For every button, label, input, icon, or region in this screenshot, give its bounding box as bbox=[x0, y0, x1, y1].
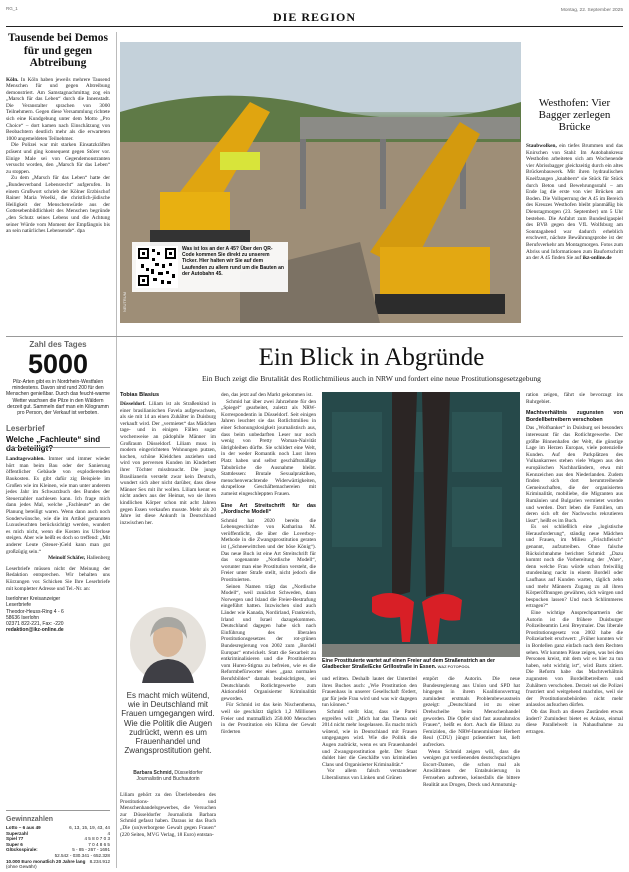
gewinnzahlen bbox=[6, 816, 110, 870]
gewinn-row: 52.542 - 030.341 - 652.328 bbox=[54, 852, 110, 858]
website-link[interactable]: ikz-online.de bbox=[582, 255, 612, 262]
dateline: Landtagswahlen. bbox=[6, 456, 45, 463]
legs-illustration bbox=[322, 392, 520, 657]
quote-attribution bbox=[120, 770, 216, 782]
article-body: Staubwolken, ein tiefes Brummen und das Knirschen von Stahl: Im Autobahnkreuz Westhofen arbeiteten sich am Wochenende vier Abrissbagger gleichzeitig durch ein altes Brückenbauwerk. Mit ihren hydraulischen Kneifzangen „knabbern“ sie Stück für Stück durch Beton und Bewehrungsstahl – am Ende lag die erste von vier Brücken am Boden. Die Vollsperrung der A 45 im Bereich des Kreuzes Westhofen bleibt planmäßig bis Dienstagmorgen (23. September) um 5 Uhr bestehen. Die Anfahrt zum Bundesligaspiel des BVB gegen den VfL Wolfsburg am Sonntagabend war dadurch erheblich erschwert, nächste Bewährungsprobe ist der Berufsverkehr am Montagmorgen. Fotos zum Abriss und Informationen zum Baufortschritt an der A 45 finden Sie auf ikz-online.de bbox=[526, 143, 623, 262]
main-author: Tobias Blasius bbox=[120, 392, 160, 398]
leserbrief-email[interactable]: redaktion@ikz-online.de bbox=[6, 627, 64, 634]
leserbrief-author: Meinolf Schäfer, bbox=[48, 555, 86, 562]
article-headline: Westhofen: Vier Bagger zerlegen Brücke bbox=[538, 97, 611, 133]
quote-author: Barbara Schmid, bbox=[133, 770, 173, 776]
zahl-number: 5000 bbox=[27, 349, 89, 379]
gewinn-row: Glücksspirale: 5 - 85 - 267 - 1691 bbox=[6, 847, 110, 853]
zahl-label: Zahl des Tages bbox=[29, 340, 87, 349]
main-col-1: Tobias Blasius Düsseldorf. Liliam ist als Straßenkind in einer brasilianischen Favela aufgewachsen, als sie mit 14 an einen Zuhälter in Duisburg verkauft wird. Der „vermietet“ das Mädchen tage- und in einigen Fällen sogar wochenweise an pädophile Männer im Großraum Düsseldorf. Liliam muss in modern eingerichteten Wohnungen putzen, kochen, schöne Kleidchen anziehen und wird von perversen Kunden im Kinderbett ihrer Töchter missbraucht. Die junge Brasilianerin versteht zwar kein Deutsch, wundert sich aber nicht darüber, dass diese Männer Sex mit ihr wollen. Liliam kennt es nicht anders aus der Heimat, wo sie ihren kindlichen Körper schon mit acht Jahren gegen Essen verkaufen musste. Mehr als 20 Jahre ist diese Ankunft in Deutschland inzwischen her. bbox=[120, 392, 216, 526]
article-headline: Tausende bei Demos für und gegen Abtreibung bbox=[8, 32, 108, 69]
gewinn-row: 10.000 Euro monatlich 20 Jahre lang 8.234.912 bbox=[6, 858, 110, 864]
main-headline: Ein Blick in Abgründe bbox=[258, 344, 485, 371]
qr-code-icon[interactable] bbox=[136, 246, 178, 288]
street-photo bbox=[322, 392, 520, 657]
leserbrief-body: Landtagswahlen. Immer und immer wieder hört man beim Bau oder der Sanierung öffentlicher Gebäude von explodierenden Baukosten. Es gibt dafür zig Beispiele im Großen wie im Kleinen, wie man unter anderem jedes Jahr im Schwarzbuch des Bundes der Steuerzahler nachlesen kann. Ich frage mich dann jedes Mal, welche „Fachleute“ an der Planung beteiligt waren. Wenn dann auch noch Sonderwünsche, wie die im Artikel genannten Luxusleuchten berücksichtigt werden, wundert es mich nicht, wenn die Kosten ins Uferlose steigen. Aber wie heißt es doch so treffend: „Mit anderer Leute (Steuer-)Geld kann man gut großzügig sein.“ Meinolf Schäfer, Hallenberg bbox=[6, 456, 110, 562]
article-abtreibung bbox=[6, 32, 110, 235]
section-title: DIE REGION bbox=[272, 10, 356, 24]
main-col-2: den, das jetzt auf den Markt gekommen ist. Schmid hat über zwei Jahrzehnte für den „Spiegel“ gearbeitet, zuletzt als NRW-Korrespondentin in Düsseldorf. Seit einigen Jahren leuchtet sie das Rotlichtmilieu in einer Schonungslosigkeit journalistisch aus, dass beim unbedarften Leser nur noch wenig von Pretty Woman-Naivität übrigbleiben dürfte. Sie schildert eine Welt, in der weder Romantik noch Lust ihren Platz haben und selbst geschäftsmäßige Tabubrüche die Ausnahme bleibt. Stattdessen: Brutale Sexualpraktiken, menschenverachtende Widerwärtigkeiten, skrupellose Geschäftemachereien mit zumeist eingeschleppten Frauen. Eine Art Streitschrift für das „Nordische Modell“ Schmid hat 2020 bereits die Lebensgeschichte von Katharina M. veröffentlicht, die über die Loverboy-Methode in die Zwangsprostitution geraten ist („Schneewittchen und der böse König“). Das neue Buch ist eine Art Streitschrift für das sogenannte „Nordische Modell“, worunter man eine Prostitution versteht, die Freier unter Strafe stellt, nicht jedoch die Prostituierten. Seinen Namen trägt das „Nordische Modell“, weil zunächst Schweden, dann Norwegen und Island die Freier-Bestrafung eingeführt hatten. Inzwischen sind auch Länder wie Kanada, Nordirland, Frankreich, Irland und Israel dazugekommen. Deutschland dagegen habe sich nach Einführung des liberalen Prostitutionsgesetzes der rot-grünen Bundesregierung von 2002 zum „Bordell Europas“ entwickelt. Statt die Sexarbeit zu entkriminalisieren und die Prostituierten vom Huren-Stigma zu befreien, wie es die Reformbefürworter eines „ganz normalen Berufsbildes“ damals beabsichtigten, sei Deutschlands Rotlichtgewerbe zum Aktionsfeld Organisierter Kriminalität geworden. Für Schmid ist das kein Nischenthema, weil sie geschätzt täglich 1,2 Millionen Freier und mutmaßlich 250.000 Menschen in der Prostitution ein Klima der Gewalt förderten bbox=[221, 392, 316, 735]
gewinn-row: Lotto – 6 aus 49 6, 13, 15, 19, 43, 44 bbox=[6, 825, 110, 830]
portrait-photo bbox=[120, 605, 216, 685]
subheading: Machtverhältnis zugunsten von Bordellbetreibern verschoben bbox=[526, 410, 623, 423]
subheading: Eine Art Streitschrift für das „Nordische Modell“ bbox=[221, 502, 316, 516]
gewinn-disclaimer: (ohne Gewähr) bbox=[6, 864, 37, 870]
gewinn-label: Gewinnzahlen bbox=[6, 816, 54, 823]
bridge-demolition-photo bbox=[120, 42, 521, 323]
photo-credit: NEUTRUM bbox=[122, 292, 127, 312]
main-col-5: ration zeigen, fährt sie bevorzugt ins Ruhrgebiet. Machtverhältnis zugunsten von Bordellbetreibern verschoben Das „Wolfsanker“ in Duisburg sei besonders interessant für das Rotlichtgewerbe. Der größte Binnenhafen der Welt, die günstige Lage im Herzen Europas, viele potenzielle Kunden. Auf den Parkplätzen des Vulkankarrees stehen viele Wagen aus den europäischen Nachbarländern, etwa mit Kennzeichen aus den Niederlanden. Zudem finden sich dort herumtreibende Gemeinschaften, die der organisierten Kriminalität, mobiliebe, die Migranten aus Rumänien und Bulgarien vermietet wurden und werden. Dort leben die Familien, um deren sich oft der Nachwuchs rekrutieren lässt“, heißt es im Buch. Es sei schließlich eine „logistische Herausforderung“, ständig neue Mädchen und Frauen, im Milieu „Frischfleisch“ genannt, aufzutreiben. Ohne falsche Rücksichtnahme berichtet Schmid: „Dazu kommt noch die Vorbereitung der ‚Ware‘, denn welche Frau würde schon freiwillig stundenlang nackt in einem Bordell oder Laufhaus auf Kunden warten, täglich zehn und mehr Männern Zugang zu all ihren Körperöffnungen gewähren, sich würgen und bespucken lassen? Und noch Schlimmeres ertragen?“ Eine wichtige Ansprechpartnerin der Autorin ist die frühere Duisburger Polizeibeamtin Leni Breymaier. Das liberale Prostitutionsgesetz von 2002 habe die Polizeiarbeit erschwert: „Früher konnten wir in Bordellen ganz einfach nach dem Rechten sehen. Wir konnten Pässe zeigen, was bei den Personen kreist, mit dem wir es hier zu tun haben, seht wichtig ist“, wird Barts zitiert. Die Reform habe das Machtverhältnis zugunsten von Bordellbetreibern und Zuhältern verschoben. Derzeit sei die Polizei frustriert und weitgehend machtlos, weil sie der Prostitutionsbehörden nicht mehr anlasslos aufsuchen dürfen. Ob das Buch an diesen Zuständen etwas ändert? Zumindest bietet es Anlass, einmal diese Parallelwelt in Nahaufnahme zu ertragen. bbox=[526, 392, 623, 735]
page-id: RG_1 bbox=[6, 6, 18, 11]
main-col-1-cont: Liliam gehört zu den Überlebenden des Prostitutions- und Menschenhandelsgewerbes, die Versuchen zur Düsseldorfer Journalistin Barbara Schmid gefasst haben. Daraus ist das Buch „Die (un)verborgene Gewalt gegen Frauen“ (220 Seiten, MVG Verlag, 18 Euro) entstan- bbox=[120, 792, 216, 838]
photo-caption: Eine Prostituierte wartet auf einen Freier auf dem Straßenstrich an der Gladbecker Straße/Ecke Grillostraße in Essen. WAZ FOTOPOOL bbox=[322, 658, 495, 671]
leserbrief-headline: Welche „Fachleute“ sind da beteiligt? bbox=[6, 435, 101, 454]
gewinn-row: Spiel 77 4 5 8 0 7 0 3 bbox=[6, 836, 110, 842]
gewinn-table bbox=[6, 825, 110, 870]
leserbrief-address: Iserlohner Kreisanzeiger Leserbriefe Theodor-Heuss-Ring 4 - 6 58636 Iserlohn 02371 822-221, Fax: -220 redaktion@ikz-online.de bbox=[6, 596, 110, 633]
dateline: Staubwolken, bbox=[526, 143, 557, 149]
issue-date: Montag, 22. September 2025 bbox=[560, 8, 623, 13]
dateline: Köln. bbox=[6, 76, 19, 83]
gewinn-row: Super 6 7 0 4 8 6 5 bbox=[6, 841, 110, 847]
leserbrief-label: Leserbrief bbox=[6, 424, 45, 434]
qr-info-box bbox=[132, 242, 288, 292]
main-col-4: empört die Autorin. Die neue Bundesregierung aus Union und SPD hat hingegen in ihrem Koalitionsvertrag zumindest erstmals Problembewusstsein gezeigt: „Deutschland ist zu einer Drehscheibe beim Menschenhandel geworden. Die Opfer sind fast ausnahmslos Frauen“, heißt es dort. Auch die Bilanz zu Femiziden, die NRW-Innenminister Herbert Reul (CDU) jüngst präsentiert hat, lieft aufrecken. Wenn Schmid zeigen will, dass die wenigen gut verdienenden deutschsprachigen Escort-Damen, die schon mal als Anwältinnen der Entabuisierung in Fernsehen auftreten, keinesfalls die bittere Realität aus Drogen, Dreck und Armutsmig- bbox=[423, 676, 520, 788]
article-body: Köln. In Köln haben jeweils mehrere Tausend Menschen für und gegen Abtreibung demonstriert. Am Samstagnachmittag zog ein „Marsch für das Leben“ durch die Innenstadt. Die Veranstalter sprachen von 3000 Teilnehmern. Gegen diese Versammlung richtete sich eine Kundgebung unter dem Motto „Pro Choice“ – dort kamen nach Einschätzung von Beobachtern deutlich mehr als die erwarteten 1000 angemeldeten Teilnehmer. Die Polizei war mit starken Einsatzkräften präsent und ging konsequent gegen Störer vor. Einige Male sei von Gegendemonstranten versucht worden, den „Marsch für das Leben“ zu stoppen. Zu dem „Marsch für das Leben“ hatte der „Bundesverband Lebensrecht“ aufgerufen. In einem Grußwort schrieb der Kölner Erzbischof Rainer Maria Woelki, die christlich-jüdische Heiligkeit der Menschenwürde aus der Gottesebenbildlichkeit des Menschen begründe „den Schutz seines Lebens und die Achtung seiner Würde vom Moment der Empfängnis bis an sein natürliches Lebensende“. dpa bbox=[6, 76, 111, 235]
main-col-3: und erlitten. Deshalb lautet der Untertitel ihres Buches auch: „Wie Prostitution den Frauenhass in unserer Gesellschaft fördert, gar für jede Frau wird und was wir dagegen tun können.“ Schmid stellt klar, dass sie Partei ergreifen will: „Mich hat das Thema seit 2014 nicht mehr losgelassen. Es macht mich wütend, wie in Deutschland mit Frauen umgegangen wird. Wie die Politik die Augen zudrückt, wenn es um Frauenhandel und Zwangsprostitution geht. Der Staat duldet hier die Geschäfte von kriminellen Clans und Organisierter Kriminalität.“ Vor allem falsch verstandener Liberalismus von Linken und Grünen bbox=[322, 676, 417, 781]
gewinn-row: Superzahl 4 bbox=[6, 830, 110, 836]
dateline: Düsseldorf. bbox=[120, 401, 146, 407]
sidebar-column bbox=[6, 340, 110, 633]
qr-info-text: Was ist los an der A 45? Über den QR-Code kommen Sie direkt zu unserem Ticker. Hier halten wir Sie auf dem Laufenden zu allem rund um die Bauten an der Autobahn 45. bbox=[182, 246, 284, 277]
article-westhofen bbox=[526, 97, 623, 262]
zahl-text: Pilz-Arten gibt es in Nordrhein-Westfalen mindestens. Davon sind rund 200 für den Menschen genießbar. Durch das feucht-warme Wetter wachsen die Pilze in den Wäldern derzeit gut. Sammeln darf man ein Kilogramm pro Person, der Verkauf ist verboten. bbox=[6, 379, 110, 417]
photo-credit: WAZ FOTOPOOL bbox=[437, 664, 471, 670]
quote-role: Düsseldorfer Journalistin und Buchautorin bbox=[136, 770, 203, 782]
main-subheadline: Ein Buch zeigt die Brutalität des Rotlichtmilieus auch in NRW und fordert eine neue Prostitutionsgesetzgebung bbox=[202, 374, 541, 383]
leserbrief-note: Leserbriefe müssen nicht der Meinung der Redaktion entsprechen. Wir behalten uns Kürzungen vor. Schicken Sie Ihre Leserbriefe mit kompletter Adresse und Tel.-Nr. an: bbox=[6, 565, 110, 592]
author-portrait bbox=[120, 605, 216, 756]
pull-quote: Es macht mich wütend, wie in Deutschland mit Frauen umgegangen wird. Wie die Politik die Augen zudrückt, wenn es um Frauenhandel und Zwangsprostitution geht. bbox=[121, 691, 215, 756]
